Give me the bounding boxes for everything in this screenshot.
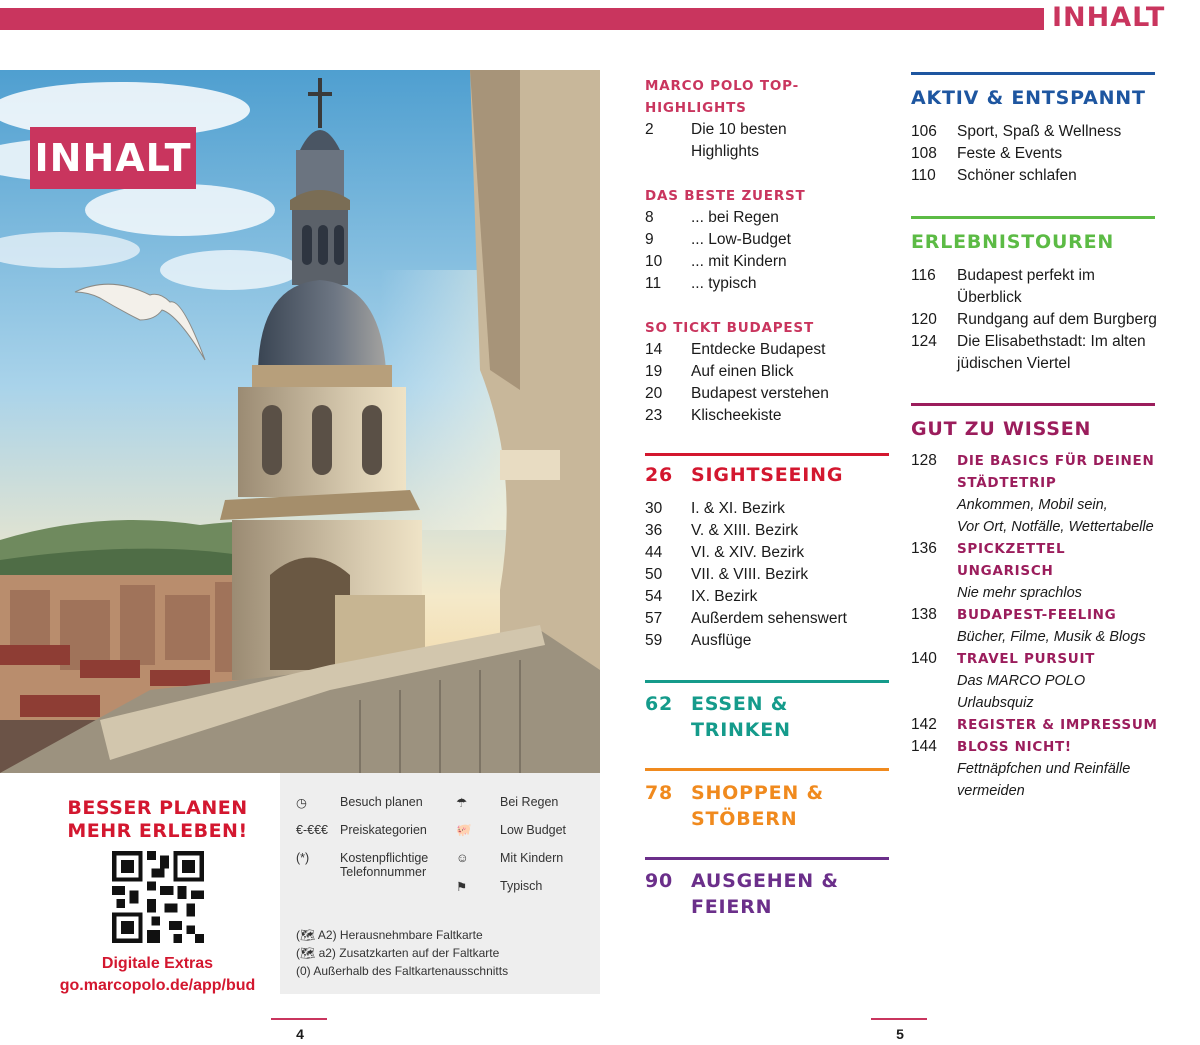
toc-page: 59	[645, 632, 663, 649]
map-note: (🗺 A2) Herausnehmbare Faltkarte	[296, 928, 483, 942]
page-number-rule	[271, 1018, 327, 1020]
section-sightseeing[interactable]	[645, 462, 890, 488]
toc-page: 50	[645, 566, 663, 583]
toc-page: 8	[645, 209, 654, 226]
toc-text: VII. & VIII. Bezirk	[691, 566, 809, 583]
map-notes	[296, 926, 508, 980]
legend-item-budget	[456, 823, 596, 838]
toc-text: IX. Bezirk	[691, 588, 758, 605]
toc-entry[interactable]	[645, 542, 890, 564]
toc-page: 10	[645, 253, 663, 270]
legend-item-kinder	[456, 851, 596, 865]
inhalt-badge: INHALT	[30, 127, 196, 189]
toc-entry[interactable]	[645, 520, 890, 542]
toc-page: 36	[645, 522, 663, 539]
toc-page: 144	[911, 738, 937, 755]
legend-item-regen	[456, 795, 596, 810]
toc-page: 108	[911, 145, 937, 162]
toc-entry[interactable]	[645, 405, 890, 427]
toc-entry[interactable]	[911, 309, 1161, 331]
toc-text: Auf einen Blick	[691, 363, 794, 380]
toc-text: jüdischen Viertel	[957, 355, 1071, 372]
toc-text: Überblick	[957, 289, 1022, 306]
toc-text: Entdecke Budapest	[691, 341, 826, 358]
asterisk-icon: (*)	[296, 851, 310, 865]
toc-text: Rundgang auf dem Burgberg	[957, 311, 1157, 328]
toc-text: Außerdem sehenswert	[691, 610, 847, 627]
toc-entry[interactable]	[911, 121, 1161, 143]
toc-page: 140	[911, 650, 937, 667]
toc-page: 106	[911, 123, 937, 140]
section-title: ESSEN & TRINKEN	[691, 693, 791, 741]
section-title: AUSGEHEN & FEIERN	[691, 870, 839, 918]
toc-entry[interactable]	[645, 564, 890, 586]
toc-title: SPICKZETTEL UNGARISCH	[957, 541, 1066, 579]
top-banner-bar	[0, 8, 1044, 30]
toc-subtitle: Bücher, Filme, Musik & Blogs	[957, 629, 1146, 645]
toc-entry[interactable]	[645, 383, 890, 405]
toc-entry[interactable]	[645, 586, 890, 608]
toc-text: ... typisch	[691, 275, 757, 292]
page-title: INHALT	[1052, 2, 1166, 33]
toc-entry[interactable]	[911, 604, 1161, 648]
legend-item-typisch	[456, 879, 596, 894]
qr-code-icon[interactable]	[112, 851, 204, 943]
toc-page: 44	[645, 544, 663, 561]
toc-page: 142	[911, 716, 937, 733]
toc-column-right	[911, 72, 1161, 802]
toc-text: Budapest verstehen	[691, 385, 829, 402]
toc-page: 116	[911, 267, 936, 284]
toc-page	[645, 141, 691, 163]
legend-item-besuch	[296, 795, 456, 810]
toc-text: Die 10 besten	[691, 121, 787, 138]
section-rule	[645, 768, 889, 771]
toc-title: BUDAPEST-FEELING	[957, 607, 1117, 623]
price-range-icon: €-€€€	[296, 823, 328, 837]
section-rule	[645, 857, 889, 860]
toc-entry[interactable]	[911, 331, 1161, 353]
toc-title: BLOSS NICHT!	[957, 739, 1072, 755]
toc-text: V. & XIII. Bezirk	[691, 522, 799, 539]
toc-page: 57	[645, 610, 663, 627]
toc-page: 110	[911, 167, 936, 184]
toc-subtitle: vermeiden	[957, 783, 1025, 799]
section-rule	[911, 72, 1155, 75]
section-page: 26	[645, 464, 674, 486]
toc-subtitle: Vor Ort, Notfälle, Wettertabelle	[957, 519, 1154, 535]
symbol-legend	[280, 773, 600, 994]
piggy-bank-icon: 🐖	[456, 823, 472, 837]
toc-page: 128	[911, 452, 937, 469]
toc-page: 11	[645, 275, 662, 292]
toc-column-middle	[645, 75, 890, 920]
toc-title: TRAVEL PURSUIT	[957, 651, 1096, 667]
toc-text: Schöner schlafen	[957, 167, 1077, 184]
section-title-das-beste: DAS BESTE ZUERST	[645, 188, 806, 204]
toc-page: 54	[645, 588, 663, 605]
toc-subtitle: Nie mehr sprachlos	[957, 585, 1082, 601]
section-rule	[911, 403, 1155, 406]
toc-entry[interactable]	[645, 273, 890, 295]
kids-icon: ☺	[456, 851, 469, 865]
toc-entry[interactable]	[911, 714, 1161, 736]
toc-entry[interactable]	[645, 251, 890, 273]
section-title-wissen: GUT ZU WISSEN	[911, 418, 1092, 440]
legend-label: Kostenpflichtige Telefonnummer	[340, 851, 429, 879]
flag-icon: ⚑	[456, 880, 468, 894]
cover-photo	[0, 70, 600, 773]
section-title-so-tickt: SO TICKT BUDAPEST	[645, 320, 814, 336]
legend-item-telefon	[296, 851, 456, 879]
toc-page: 138	[911, 606, 937, 623]
section-title-aktiv: AKTIV & ENTSPANNT	[911, 87, 1146, 109]
section-page: 62	[645, 693, 674, 715]
toc-title: REGISTER & IMPRESSUM	[957, 717, 1158, 733]
legend-item-preis	[296, 823, 456, 837]
toc-page: 23	[645, 407, 663, 424]
toc-subtitle: Ankommen, Mobil sein,	[957, 497, 1108, 513]
page-number-rule	[871, 1018, 927, 1020]
toc-text: Highlights	[691, 143, 760, 160]
clock-icon: ◷	[296, 796, 307, 810]
toc-entry[interactable]	[911, 648, 1161, 714]
toc-entry[interactable]	[645, 207, 890, 229]
toc-entry[interactable]	[645, 229, 890, 251]
toc-entry[interactable]	[911, 450, 1161, 538]
section-title-touren: ERLEBNISTOUREN	[911, 231, 1115, 253]
toc-entry[interactable]	[645, 498, 890, 520]
toc-page	[911, 353, 957, 375]
toc-entry[interactable]	[645, 630, 890, 652]
section-rule	[911, 216, 1155, 219]
promo-line-2: MEHR ERLEBEN!	[67, 820, 248, 842]
page-number-right: 5	[896, 1026, 904, 1042]
legend-label: Bei Regen	[500, 795, 559, 809]
toc-entry[interactable]	[911, 538, 1161, 604]
section-shoppen[interactable]	[645, 780, 890, 832]
toc-page: 19	[645, 363, 663, 380]
toc-text: I. & XI. Bezirk	[691, 500, 785, 517]
legend-label: Low Budget	[500, 823, 567, 837]
legend-label: Preiskategorien	[340, 823, 427, 837]
toc-page: 124	[911, 333, 937, 350]
map-note: (🗺 a2) Zusatzkarten auf der Faltkarte	[296, 946, 500, 960]
toc-entry[interactable]	[645, 361, 890, 383]
toc-subtitle: Fettnäpfchen und Reinfälle	[957, 761, 1131, 777]
toc-entry[interactable]	[645, 608, 890, 630]
toc-text: Die Elisabethstadt: Im alten	[957, 333, 1146, 350]
toc-entry[interactable]	[645, 119, 890, 141]
section-page: 78	[645, 782, 674, 804]
promo-line-1: BESSER PLANEN	[67, 797, 248, 819]
toc-entry[interactable]	[911, 143, 1161, 165]
toc-text: Feste & Events	[957, 145, 1063, 162]
toc-page: 14	[645, 341, 663, 358]
toc-page: 9	[645, 231, 654, 248]
legend-label: Typisch	[500, 879, 543, 893]
toc-title: DIE BASICS FÜR DEINEN	[957, 453, 1155, 469]
toc-page: 30	[645, 500, 663, 517]
toc-page: 2	[645, 121, 654, 138]
toc-text: Klischeekiste	[691, 407, 782, 424]
section-title-top-highlights: MARCO POLO TOP-HIGHLIGHTS	[645, 78, 799, 116]
toc-entry[interactable]	[911, 353, 1161, 375]
legend-label: Mit Kindern	[500, 851, 564, 865]
toc-text: ... Low-Budget	[691, 231, 791, 248]
section-page: 90	[645, 870, 674, 892]
section-title: SIGHTSEEING	[691, 464, 844, 486]
toc-text: Ausflüge	[691, 632, 752, 649]
toc-entry[interactable]	[911, 165, 1161, 187]
umbrella-icon: ☂	[456, 796, 468, 810]
digital-extras-link[interactable]: go.marcopolo.de/app/bud	[59, 977, 256, 994]
toc-page: 136	[911, 540, 937, 557]
toc-entry[interactable]	[911, 265, 1161, 287]
toc-title: STÄDTETRIP	[957, 475, 1057, 491]
digital-extras-label: Digitale Extras	[101, 955, 214, 972]
toc-entry[interactable]	[911, 287, 1161, 309]
toc-page: 20	[645, 385, 663, 402]
section-title: SHOPPEN & STÖBERN	[691, 782, 824, 830]
toc-entry[interactable]	[645, 339, 890, 361]
legend-label: Besuch planen	[340, 795, 423, 809]
page-number-left: 4	[296, 1026, 304, 1042]
toc-text: Sport, Spaß & Wellness	[957, 123, 1122, 140]
toc-text: Budapest perfekt im	[957, 267, 1095, 284]
section-ausgehen[interactable]	[645, 868, 890, 920]
section-rule	[645, 680, 889, 683]
section-rule	[645, 453, 889, 456]
toc-page: 120	[911, 311, 937, 328]
toc-text: ... mit Kindern	[691, 253, 787, 270]
toc-page	[911, 287, 957, 309]
digital-extras-promo	[40, 797, 275, 997]
toc-text: ... bei Regen	[691, 209, 779, 226]
toc-entry[interactable]	[911, 736, 1161, 802]
section-essen[interactable]	[645, 691, 890, 743]
toc-text: VI. & XIV. Bezirk	[691, 544, 805, 561]
toc-entry[interactable]	[645, 141, 890, 163]
map-note: (0) Außerhalb des Faltkartenausschnitts	[296, 964, 509, 978]
toc-subtitle: Das MARCO POLO Urlaubsquiz	[957, 673, 1086, 711]
